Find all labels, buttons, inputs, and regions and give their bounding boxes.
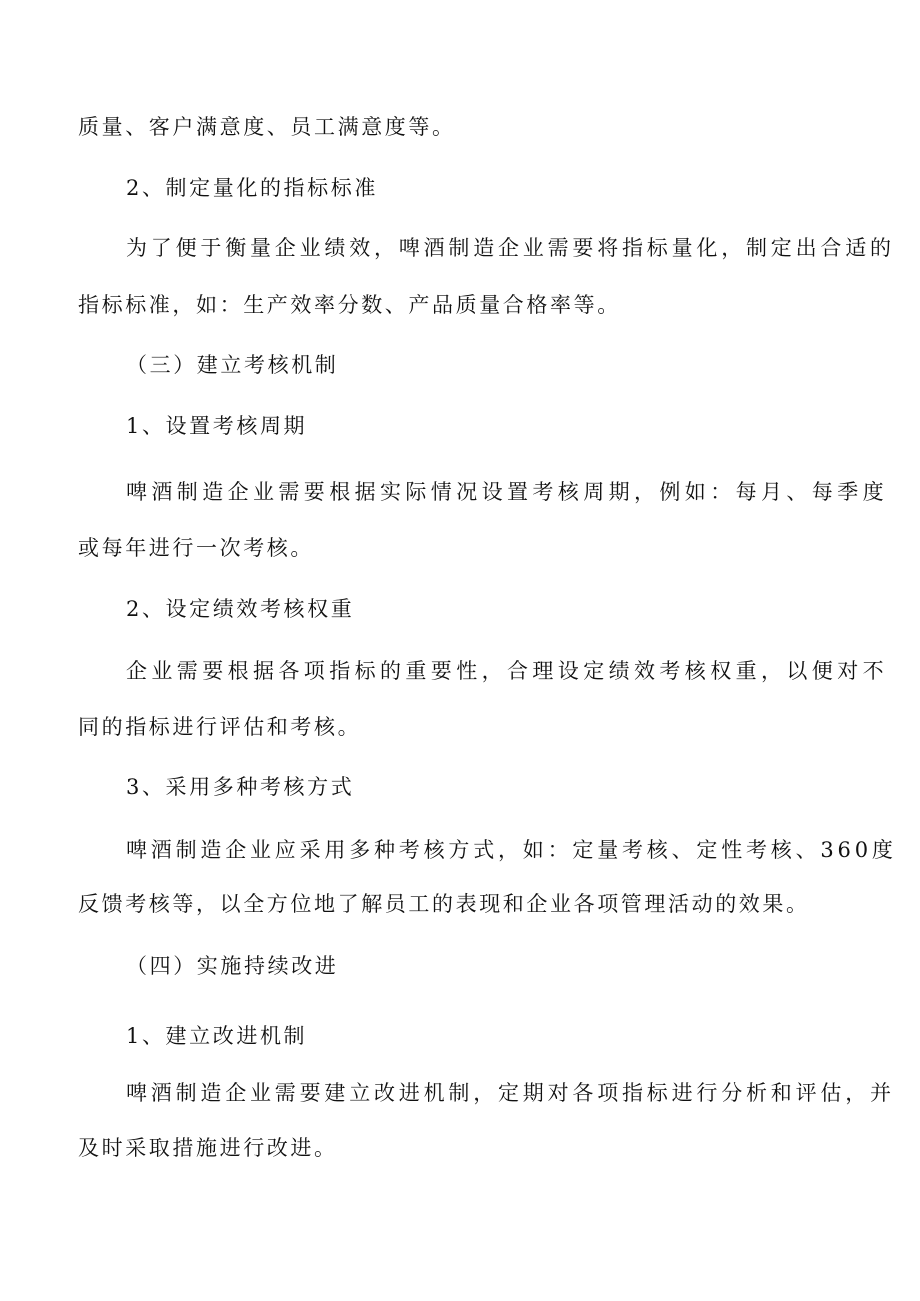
subheading: 3、采用多种考核方式	[126, 775, 355, 799]
paragraph-line: 啤酒制造企业需要建立改进机制，定期对各项指标进行分析和评估，并	[126, 1081, 895, 1105]
subheading: 1、建立改进机制	[126, 1024, 308, 1048]
paragraph-line: 或每年进行一次考核。	[78, 536, 314, 560]
paragraph-continuation: 质量、客户满意度、员工满意度等。	[78, 115, 456, 139]
paragraph-line: 企业需要根据各项指标的重要性，合理设定绩效考核权重，以便对不	[126, 659, 888, 683]
paragraph-line: 及时采取措施进行改进。	[78, 1136, 338, 1160]
subheading: 2、设定绩效考核权重	[126, 597, 355, 621]
paragraph-line: 啤酒制造企业应采用多种考核方式，如：定量考核、定性考核、360度	[126, 838, 897, 862]
paragraph-line: 反馈考核等，以全方位地了解员工的表现和企业各项管理活动的效果。	[78, 892, 810, 916]
paragraph-line: 同的指标进行评估和考核。	[78, 715, 362, 739]
subheading: 2、制定量化的指标标准	[126, 176, 378, 200]
section-heading: （三）建立考核机制	[126, 353, 339, 377]
paragraph-line: 啤酒制造企业需要根据实际情况设置考核周期，例如：每月、每季度	[126, 480, 888, 504]
subheading: 1、设置考核周期	[126, 414, 308, 438]
section-heading: （四）实施持续改进	[126, 954, 339, 978]
paragraph-line: 指标标准，如：生产效率分数、产品质量合格率等。	[78, 293, 621, 317]
paragraph-line: 为了便于衡量企业绩效，啤酒制造企业需要将指标量化，制定出合适的	[126, 236, 895, 260]
